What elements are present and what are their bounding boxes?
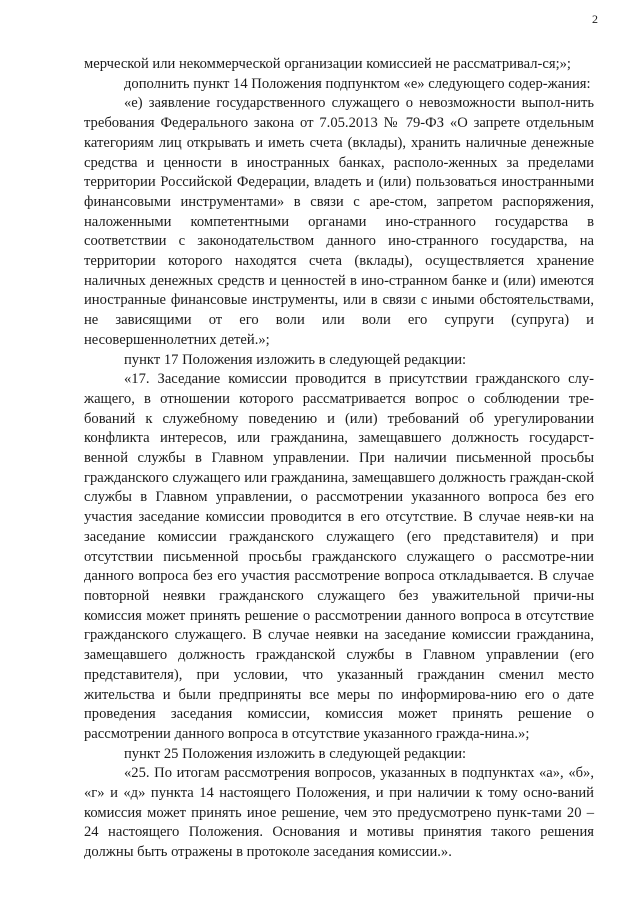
paragraph-subitem-e: «е) заявление государственного служащего о невозможности выпол-нить требования Федерального закона от 7.05.2013 № 79-ФЗ «О запрете отдельным категориям лиц открывать и иметь счета (вклады), хранить наличные денежные средства и ценности в иностранных банках, располо-женных за пределами территории Российской Федерации, владеть и (или) пользоваться иностранными финансовыми инструментами» в связи с аре-стом, запретом распоряжения, наложенными компетентными органами ино-странного государства в соответствии с законодательством данного ино-странного государства, на территории которого находятся счета (вклады), осуществляется хранение наличных денежных средств и ценностей в ино-странном банке и (или) имеются иностранные финансовые инструменты, или в связи с иными обстоятельствами, не зависящими от его воли или воли его супруги (супруга) и несовершеннолетних детей.»;: [84, 95, 594, 348]
paragraph-amend-17: пункт 17 Положения изложить в следующей редакции:: [124, 351, 467, 368]
paragraph-amend-14: дополнить пункт 14 Положения подпунктом «е» следующего содер-жания:: [124, 75, 591, 92]
paragraph-item-25: «25. По итогам рассмотрения вопросов, указанных в подпунктах «а», «б», «г» и «д» пункта 14 настоящего Положения, и при наличии к тому осно-ваний комиссия может принять иное решение, чем это предусмотрено пунк-тами 20 – 24 настоящего Положения. Основания и мотивы принятия такого решения должны быть отражены в протоколе заседания комиссии.».: [84, 765, 594, 861]
paragraph-amend-25: пункт 25 Положения изложить в следующей редакции:: [124, 745, 467, 762]
paragraph-item-17: «17. Заседание комиссии проводится в присутствии гражданского слу-жащего, в отношении которого рассматривается вопрос о соблюдении тре-бований к служебному поведению и (или) требований об урегулировании конфликта интересов, или гражданина, замещавшего должность государст-венной службы в Главном управлении. При наличии письменной просьбы гражданского служащего или гражданина, замещавшего должность граждан-ской службы в Главном управлении, о рассмотрении указанного вопроса без его участия заседание комиссии проводится в его отсутствие. В случае неяв-ки на заседание комиссии гражданского служащего (его представителя) и при отсутствии письменной просьбы гражданского служащего о рассмотре-нии данного вопроса без его участия рассмотрение вопроса откладывается. В случае повторной неявки гражданского служащего без уважительной причи-ны комиссия может принять решение о рассмотрении данного вопроса в отсутствие гражданского служащего. В случае неявки на заседание комиссии гражданина, замещавшего должность гражданской службы в Главном управлении (его представителя), при условии, что указанный гражданин сменил место жительства и были предприняты все меры по информирова-нию его о дате проведения заседания комиссии, комиссия может принять решение о рассмотрении данного вопроса в отсутствие указанного гражда-нина.»;: [84, 371, 594, 742]
page-number: 2: [592, 12, 598, 26]
paragraph-continuation: мерческой или некоммерческой организации комиссией не рассматривал-ся;»;: [84, 56, 571, 72]
document-body: [84, 55, 594, 863]
